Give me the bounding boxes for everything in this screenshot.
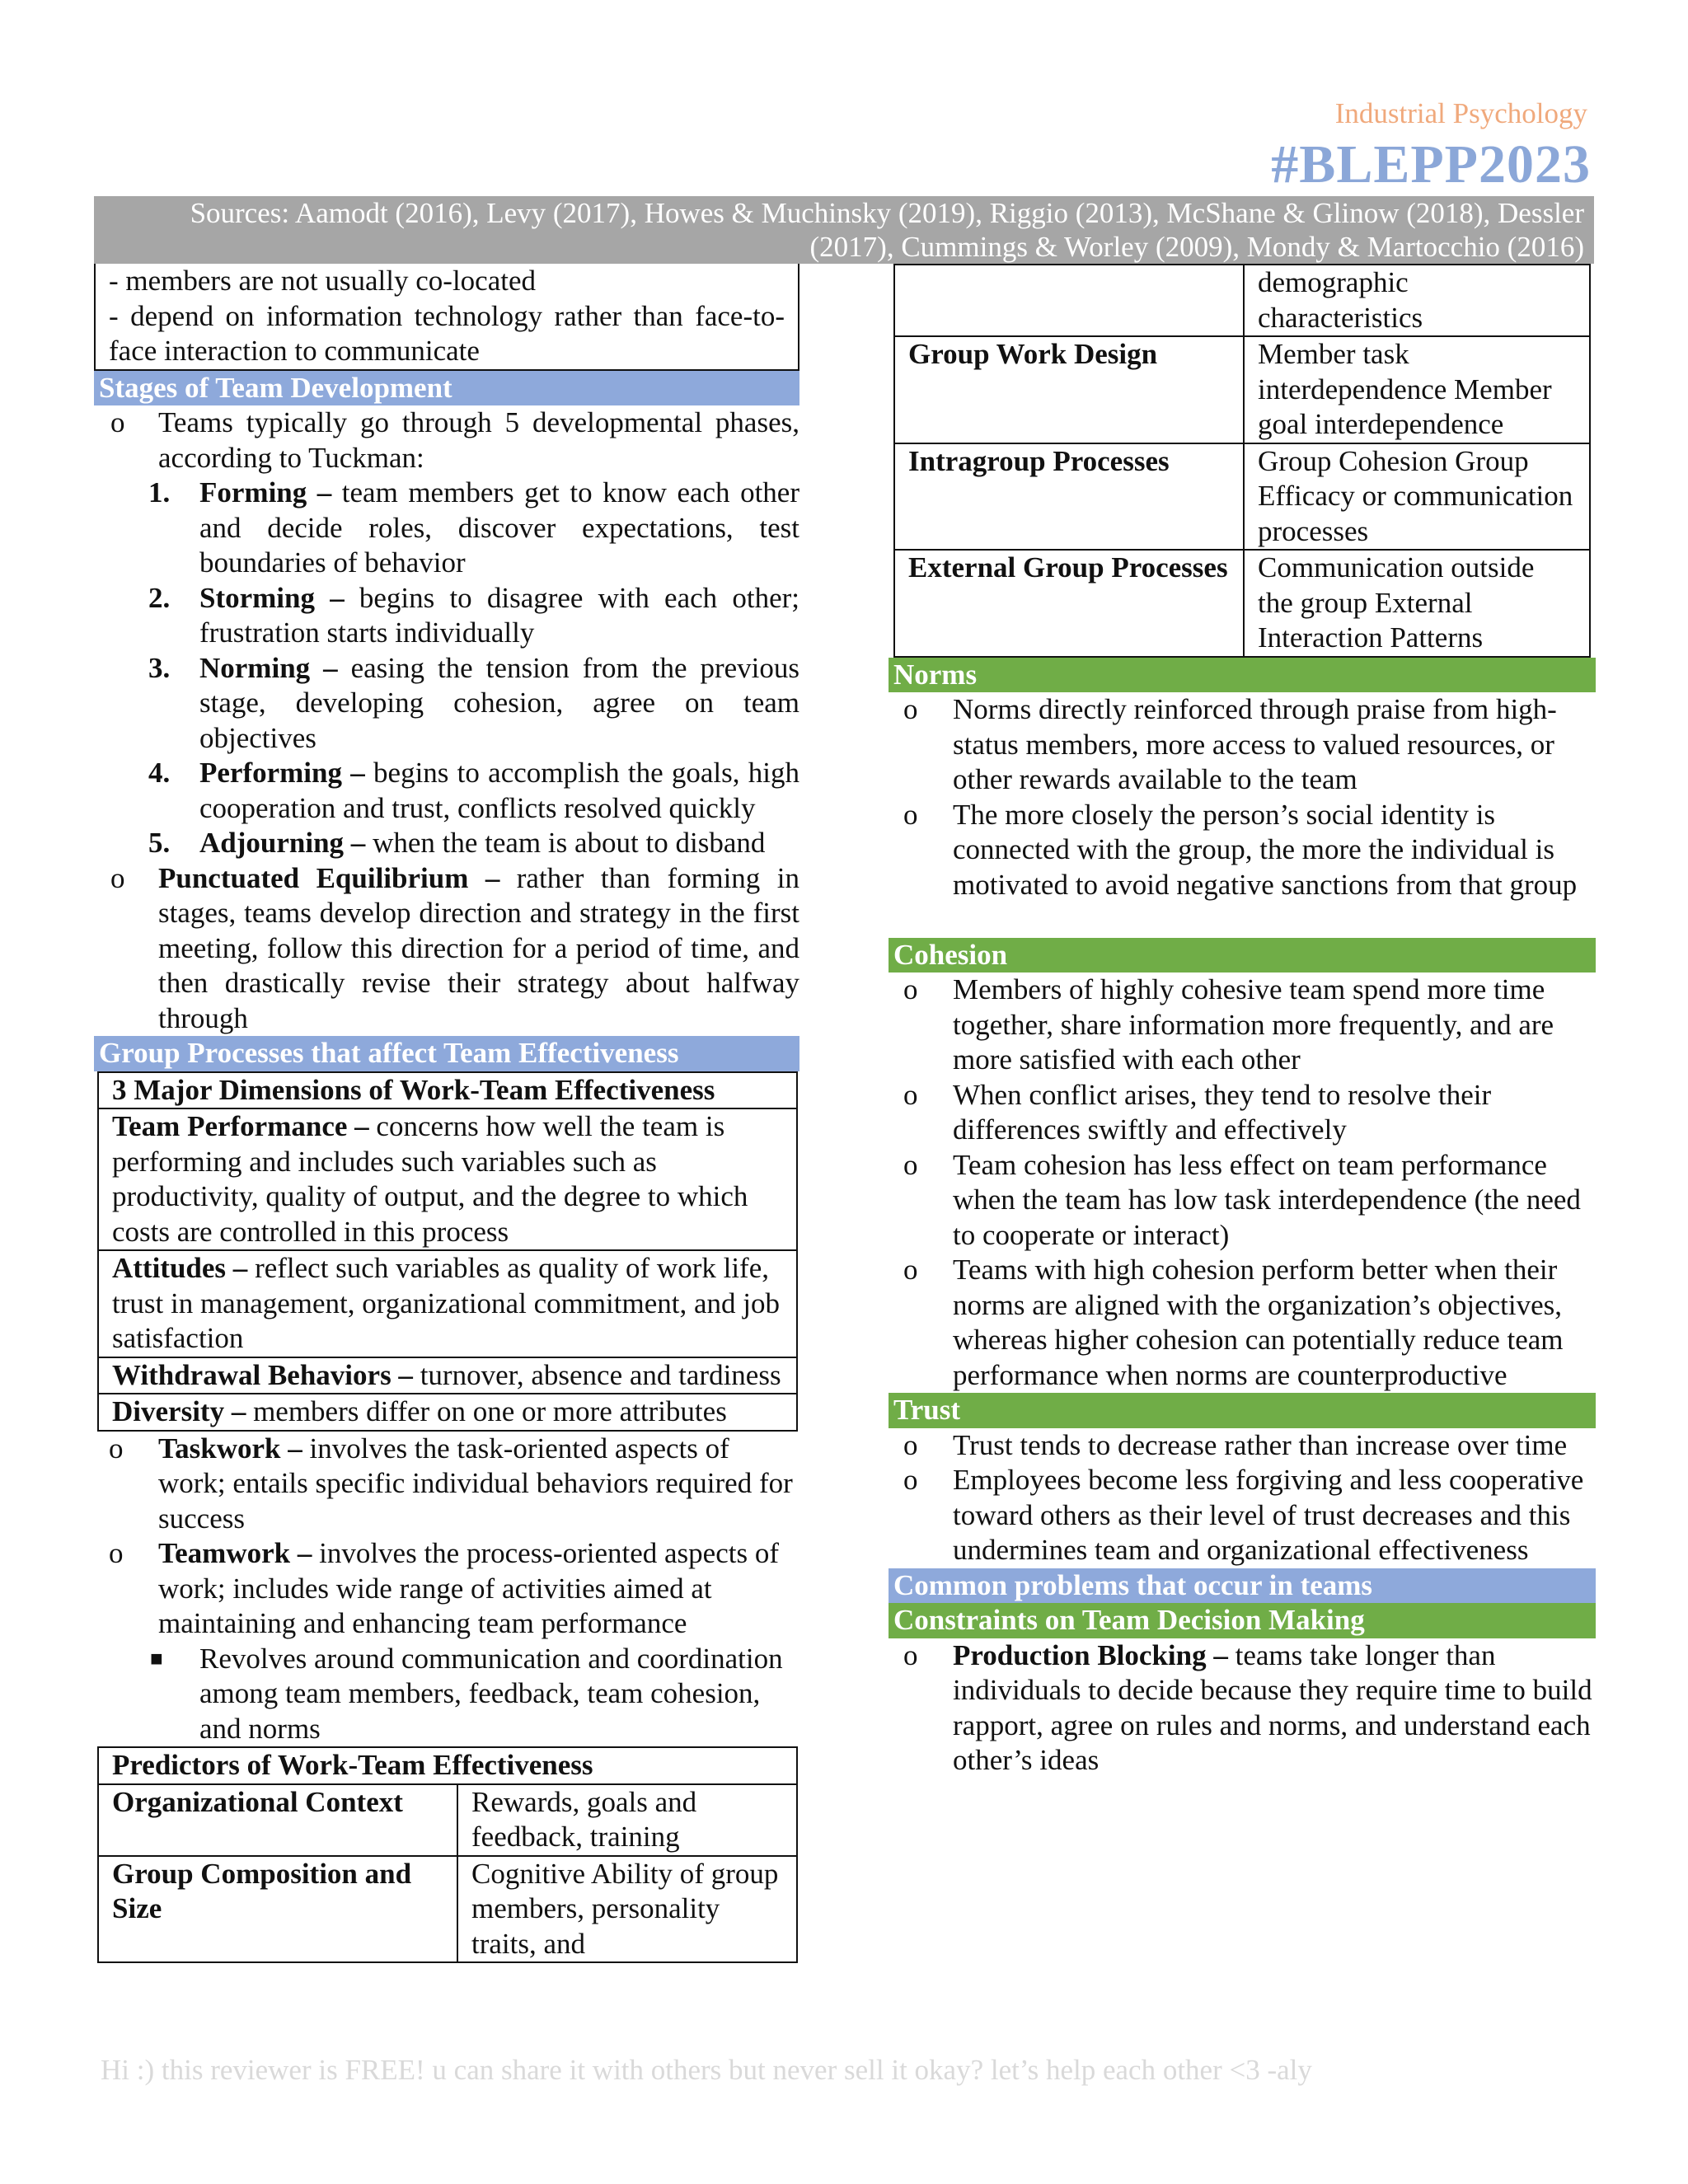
subject-title: Industrial Psychology <box>1334 97 1587 129</box>
table-header-cell: 3 Major Dimensions of Work-Team Effectiveness <box>98 1072 797 1109</box>
stage-term: Performing – <box>199 757 365 789</box>
section-trust: Trust <box>889 1393 1596 1428</box>
stage-term: Storming – <box>199 581 345 614</box>
stages-intro: Teams typically go through 5 developmental phases, according to Tuckman: <box>158 406 799 474</box>
stage-item <box>94 651 799 757</box>
norms-text: Norms directly reinforced through praise from high-status members, more access to valued resources, or other rewards available to the team <box>953 693 1557 795</box>
page-title: #BLEPP2023 <box>1271 134 1591 194</box>
stage-number: 3. <box>148 651 171 684</box>
table-row <box>894 336 1590 443</box>
list-item <box>889 1638 1596 1779</box>
stage-item <box>94 756 799 826</box>
table-cell: Intragroup Processes <box>894 443 1244 551</box>
table-cell: Rewards, goals and feedback, training <box>457 1784 797 1856</box>
cohesion-text: Members of highly cohesive team spend more time together, share information more frequently, and are more satisfied with each other <box>953 973 1554 1076</box>
section-group-processes: Group Processes that affect Team Effectiveness <box>94 1036 799 1071</box>
stage-number: 4. <box>148 757 171 789</box>
taskwork-term: Taskwork – <box>158 1432 302 1465</box>
table-cell <box>894 265 1244 336</box>
table-row <box>894 443 1590 551</box>
square-bullet-marker: ■ <box>150 1646 163 1671</box>
stage-desc: begins to disagree with each other; frustration starts individually <box>199 581 799 649</box>
table-row <box>894 265 1590 336</box>
stage-item <box>94 826 799 861</box>
cell-term: Team Performance – <box>112 1110 369 1142</box>
table-cell: External Group Processes <box>894 550 1244 657</box>
bullet-marker: o <box>110 861 125 894</box>
cohesion-text: Team cohesion has less effect on team performance when the team has low task interdependence (the need to cooperate or interact) <box>953 1148 1581 1251</box>
teamwork-desc: involves the process-oriented aspects of work; includes wide range of activities aimed at maintaining and enhancing team performance <box>158 1537 779 1639</box>
list-item <box>889 1428 1596 1464</box>
virtual-team-line-1: - members are not usually co-located <box>109 265 536 297</box>
sources-line-2: (2017), Cummings & Worley (2009), Mondy & Martocchio (2016) <box>809 231 1584 263</box>
stage-desc: team members get to know each other and decide roles, discover expectations, test boundaries of behavior <box>199 476 799 579</box>
table-cell: Cognitive Ability of group members, personality traits, and <box>457 1856 797 1963</box>
stage-term: Adjourning – <box>199 827 366 859</box>
list-item <box>94 1432 799 1537</box>
bullet-marker: o <box>903 1254 918 1286</box>
section-constraints: Constraints on Team Decision Making <box>889 1603 1596 1638</box>
list-item <box>889 798 1596 903</box>
table-header-cell: Predictors of Work-Team Effectiveness <box>98 1747 797 1784</box>
stage-number: 1. <box>148 476 171 509</box>
list-item <box>889 1253 1596 1393</box>
section-norms: Norms <box>889 658 1596 693</box>
bullet-marker: o <box>903 798 918 831</box>
stage-desc: begins to accomplish the goals, high cooperation and trust, conflicts resolved quickly <box>199 757 799 824</box>
left-column <box>94 264 799 1963</box>
stage-desc: when the team is about to disband <box>365 827 766 859</box>
list-item <box>94 861 799 1037</box>
bullet-marker: o <box>903 1428 918 1461</box>
table-row <box>894 550 1590 657</box>
punctuated-desc: rather than forming in stages, teams develop direction and strategy in the first meeting, follow this direction for a period of time, and then drastically revise their strategy about halfway through <box>158 861 799 1034</box>
bullet-marker: o <box>903 1464 918 1496</box>
taskwork-desc: involves the task-oriented aspects of work; entails specific individual behaviors required for success <box>158 1432 793 1535</box>
predictors-table-continued <box>893 264 1591 658</box>
table-cell <box>98 1394 797 1431</box>
table-cell <box>98 1250 797 1357</box>
table-row <box>98 1108 797 1250</box>
norms-text: The more closely the person’s social identity is connected with the group, the more the individual is motivated to avoid negative sanctions from that group <box>953 798 1578 901</box>
predictors-cont-wrap <box>889 264 1596 658</box>
cell-term: Diversity – <box>112 1395 246 1427</box>
sources-line-1: Sources: Aamodt (2016), Levy (2017), Howes & Muchinsky (2019), Riggio (2013), McShane & Glinow (2018), Dessler <box>190 197 1584 229</box>
cohesion-text: When conflict arises, they tend to resolve their differences swiftly and effectively <box>953 1078 1492 1146</box>
stage-number: 2. <box>148 581 171 614</box>
stage-term: Forming – <box>199 476 332 509</box>
predictors-table-wrap <box>94 1746 799 1963</box>
table-cell: Group Composition and Size <box>98 1856 457 1963</box>
trust-text: Trust tends to decrease rather than increase over time <box>953 1428 1568 1461</box>
bullet-marker: o <box>109 1537 124 1569</box>
table-row <box>98 1784 797 1856</box>
punctuated-term: Punctuated Equilibrium – <box>158 861 500 894</box>
stage-item <box>94 581 799 651</box>
cell-term: Attitudes – <box>112 1252 248 1284</box>
sources-banner <box>94 196 1594 264</box>
virtual-team-line-2: - depend on information technology rather than face-to-face interaction to communicate <box>109 299 785 367</box>
production-blocking-term: Production Blocking – <box>953 1638 1228 1671</box>
bullet-marker: o <box>903 1638 918 1671</box>
list-item <box>889 1463 1596 1568</box>
production-blocking-desc: teams take longer than individuals to decide because they require time to build rapport, agree on rules and norms, and understand each other’s ideas <box>953 1638 1592 1776</box>
bullet-marker: o <box>903 973 918 1005</box>
predictors-table <box>97 1746 798 1963</box>
teamwork-sub-text: Revolves around communication and coordination among team members, feedback, team cohesion, and norms <box>199 1642 783 1745</box>
table-cell <box>98 1357 797 1394</box>
list-item <box>94 1536 799 1642</box>
list-item <box>94 1642 799 1747</box>
table-row <box>98 1856 797 1963</box>
table-row <box>98 1747 797 1784</box>
table-cell: Group Cohesion Group Efficacy or communication processes <box>1244 443 1590 551</box>
stage-desc: easing the tension from the previous stage, developing cohesion, agree on team objectives <box>199 651 800 754</box>
stage-item <box>94 476 799 581</box>
table-row <box>98 1357 797 1394</box>
list-item <box>94 405 799 476</box>
teamwork-term: Teamwork – <box>158 1537 312 1569</box>
table-cell: Organizational Context <box>98 1784 457 1856</box>
table-cell: Communication outside the group External Interaction Patterns <box>1244 550 1590 657</box>
dimensions-table-wrap <box>94 1071 799 1432</box>
bullet-marker: o <box>903 693 918 725</box>
bullet-marker: o <box>903 1078 918 1111</box>
list-item <box>889 972 1596 1078</box>
right-column <box>889 264 1596 1779</box>
section-common-problems: Common problems that occur in teams <box>889 1568 1596 1604</box>
table-cell: demographic characteristics <box>1244 265 1590 336</box>
cell-desc: reflect such variables as quality of work life, trust in management, organizational commitment, and job satisfaction <box>112 1252 780 1354</box>
bullet-marker: o <box>109 1432 124 1465</box>
cell-desc: turnover, absence and tardiness <box>412 1358 781 1391</box>
bullet-marker: o <box>903 1148 918 1181</box>
list-item <box>889 692 1596 798</box>
cohesion-text: Teams with high cohesion perform better when their norms are aligned with the organization’s objectives, whereas higher cohesion can potentially reduce team performance when norms are counterproductive <box>953 1254 1564 1391</box>
virtual-team-box <box>94 264 799 371</box>
table-cell: Group Work Design <box>894 336 1244 443</box>
list-item <box>889 1078 1596 1148</box>
section-stages-of-team-development: Stages of Team Development <box>94 371 799 406</box>
spacer <box>889 902 1596 938</box>
table-row <box>98 1250 797 1357</box>
dimensions-table <box>97 1071 798 1432</box>
cell-term: Withdrawal Behaviors – <box>112 1358 413 1391</box>
table-row <box>98 1072 797 1109</box>
table-cell <box>98 1108 797 1250</box>
table-cell: Member task interdependence Member goal interdependence <box>1244 336 1590 443</box>
stage-number: 5. <box>148 827 171 859</box>
cell-desc: members differ on one or more attributes <box>246 1395 727 1427</box>
list-item <box>889 1148 1596 1254</box>
table-row <box>98 1394 797 1431</box>
bullet-marker: o <box>110 406 125 438</box>
trust-text: Employees become less forgiving and less cooperative toward others as their level of trust decreases and this undermines team and organizational effectiveness <box>953 1464 1584 1566</box>
stage-term: Norming – <box>199 651 338 684</box>
footer-note: Hi :) this reviewer is FREE! u can share it with others but never sell it okay? let’s help each other <3 -aly <box>101 2054 1312 2086</box>
section-cohesion: Cohesion <box>889 938 1596 973</box>
cell-desc: concerns how well the team is performing and includes such variables such as productivity, quality of output, and the degree to which costs are controlled in this process <box>112 1110 748 1248</box>
